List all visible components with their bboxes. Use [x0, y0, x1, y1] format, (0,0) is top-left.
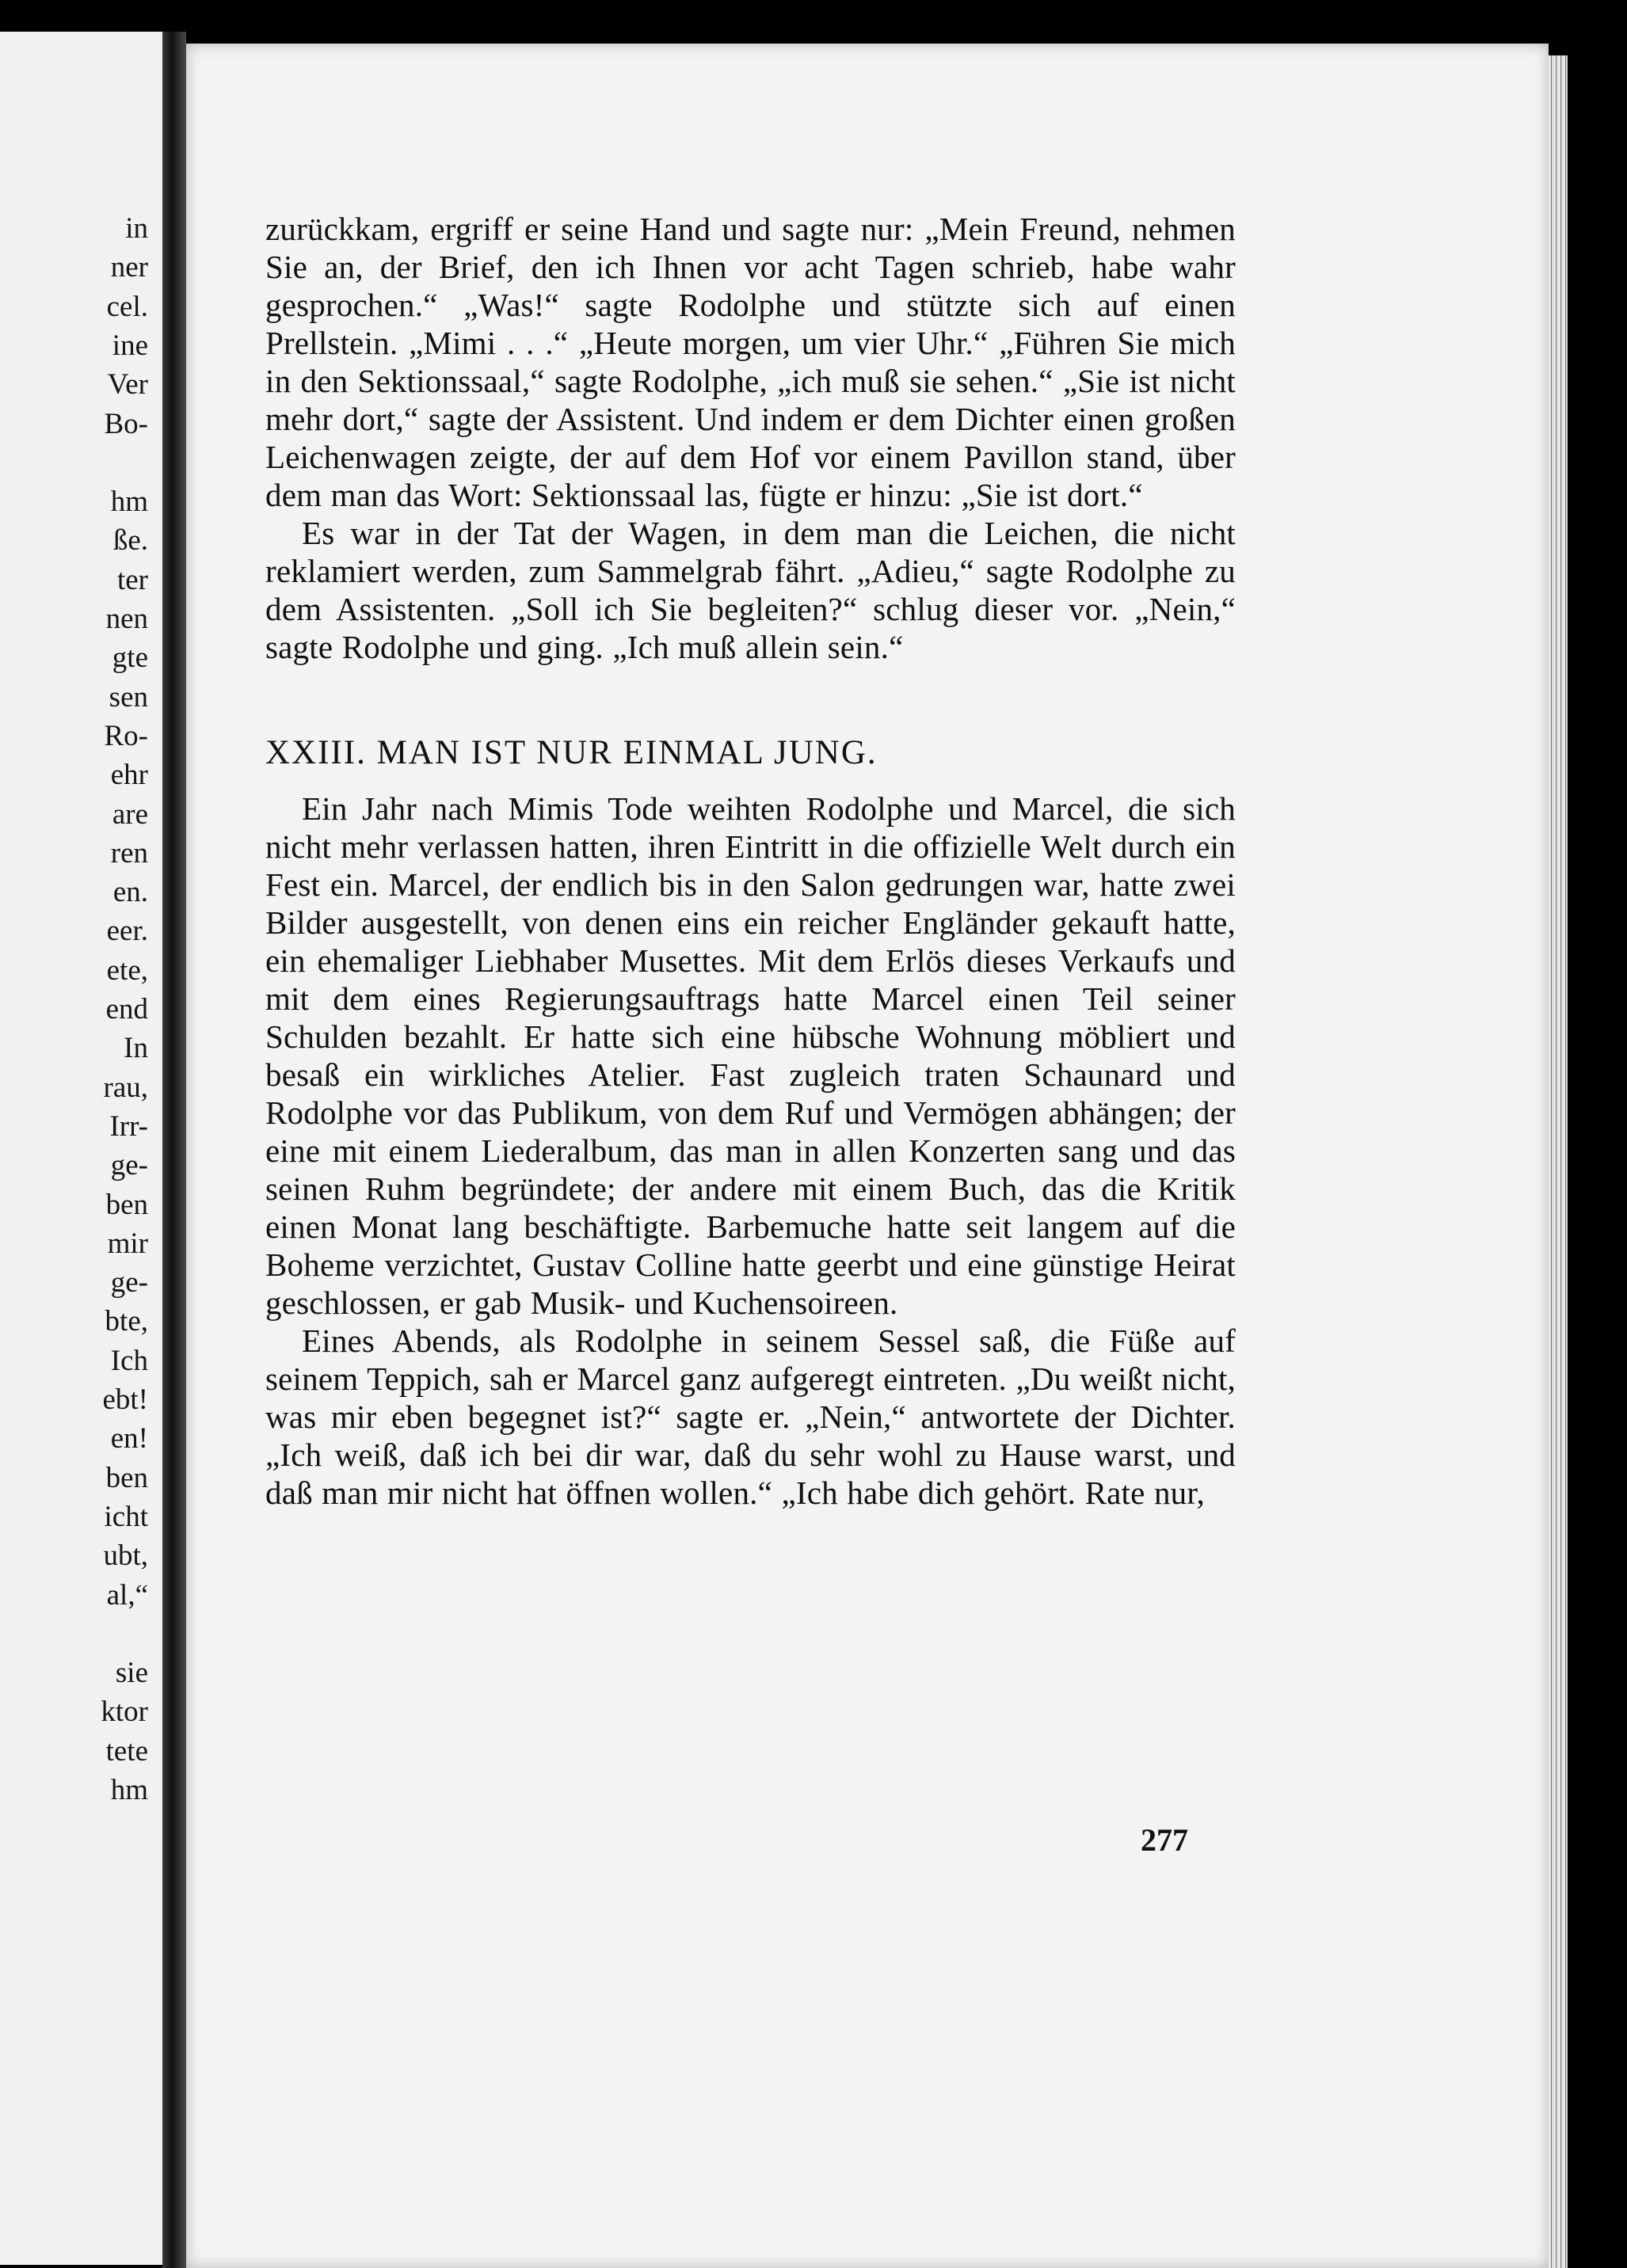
previous-page-line-fragment: in [125, 212, 148, 245]
chapter-heading: XXIII. MAN IST NUR EINMAL JUNG. [265, 734, 878, 771]
previous-page-line-fragment: Bo- [104, 407, 148, 440]
previous-page-line-fragment: rau, [103, 1071, 148, 1104]
previous-page-line-fragment: ter [116, 563, 148, 596]
previous-page-line-fragment: ben [105, 1461, 148, 1494]
previous-page-line-fragment: sen [109, 680, 148, 714]
previous-page-line-fragment: In [124, 1032, 148, 1065]
previous-page-line-fragment: ine [112, 329, 148, 362]
previous-page-line-fragment: nen [105, 603, 148, 635]
previous-page-line-fragment: Ro- [104, 719, 148, 752]
previous-page-line-fragment: ner [110, 251, 148, 284]
previous-page-line-fragment: eer. [106, 915, 148, 948]
previous-page-line-fragment: en! [110, 1422, 148, 1456]
previous-page-line-fragment: ehr [110, 759, 148, 792]
previous-page-fragment [0, 32, 162, 2265]
previous-page-line-fragment: ete, [106, 953, 148, 987]
previous-page-line-fragment: ktor [101, 1695, 148, 1729]
previous-page-line-fragment: ren [110, 836, 148, 870]
previous-page-line-fragment: en. [112, 876, 148, 909]
previous-page-line-fragment: ebt! [102, 1383, 148, 1416]
previous-page-line-fragment: ubt, [103, 1539, 148, 1573]
previous-page-line-fragment: ge- [110, 1266, 148, 1300]
paragraph: Eines Abends, als Rodolphe in seinem Sessel saß, die Füße auf seinem Teppich, sah er Marcel ganz aufgeregt eintreten. „Du weißt nicht, was mir eben begegnet ist?“ sagte er. „Nein,“ antwortete der Dichter. „Ich weiß, daß ich bei dir war, daß du sehr wohl zu Hause warst, und daß man mir nicht hat öffnen wollen.“ „Ich habe dich gehört. Rate nur, [265, 1322, 1236, 1511]
previous-page-line-fragment: cel. [106, 290, 148, 323]
page-text-block [265, 210, 1236, 1512]
previous-page-line-fragment: hm [110, 485, 148, 519]
previous-page-line-fragment: tete [105, 1734, 148, 1768]
paragraph-continued: zurückkam, ergriff er seine Hand und sagte nur: „Mein Freund, nehmen Sie an, der Brief, den ich Ihnen vor acht Tagen schrieb, habe wahr gesprochen.“ „Was!“ sagte Rodolphe und stützte sich auf einen Prellstein. „Mimi . . .“ „Heute morgen, um vier Uhr.“ „Führen Sie mich in den Sektionssaal,“ sagte Rodolphe, „ich muß sie sehen.“ „Sie ist nicht mehr dort,“ sagte der Assistent. Und indem er dem Dichter einen großen Leichenwagen zeigte, der auf dem Hof vor einem Pavillon stand, über dem man das Wort: Sektionssaal las, fügte er hinzu: „Sie ist dort.“ [265, 211, 1236, 513]
previous-page-line-fragment: sie [115, 1657, 148, 1690]
paragraph: Ein Jahr nach Mimis Tode weihten Rodolphe und Marcel, die sich nicht mehr verlassen hatten, ihren Eintritt in die offizielle Welt durch ein Fest ein. Marcel, der endlich bis in den Salon gedrungen war, hatte zwei Bilder ausgestellt, von denen eins ein reicher Engländer gekauft hatte, ein ehemaliger Liebhaber Musettes. Mit dem Erlös dieses Verkaufs und mit dem eines Regierungsauftrags hatte Marcel einen Teil seiner Schulden bezahlt. Er hatte sich eine hübsche Wohnung möbliert und besaß ein wirkliches Atelier. Fast zugleich traten Schaunard und Rodolphe vor das Publikum, von dem Ruf und Vermögen abhängen; der eine mit einem Liederalbum, das man in allen Konzerten sang und das seinen Ruhm begründete; der andere mit einem Buch, das die Kritik einen Monat lang beschäftigte. Barbemuche hatte seit langem auf die Boheme verzichtet, Gustav Colline hatte geerbt und eine günstige Heirat geschlossen, er gab Musik- und Kuchensoireen. [265, 790, 1236, 1321]
previous-page-line-fragment: ße. [112, 524, 148, 557]
previous-page-line-fragment: are [112, 797, 148, 831]
previous-page-line-fragment: Ver [107, 368, 148, 401]
previous-page-line-fragment: end [105, 993, 148, 1026]
previous-page-line-fragment: Ich [110, 1344, 148, 1377]
page-number: 277 [1141, 1822, 1188, 1858]
previous-page-line-fragment: Irr- [109, 1109, 148, 1143]
previous-page-line-fragment: mir [107, 1227, 148, 1260]
book-gutter [162, 32, 186, 2268]
previous-page-line-fragment: al,“ [106, 1578, 148, 1612]
paragraph: Es war in der Tat der Wagen, in dem man die Leichen, die nicht reklamiert werden, zum Sammelgrab fährt. „Adieu,“ sagte Rodolphe zu dem Assistenten. „Soll ich Sie begleiten?“ schlug dieser vor. „Nein,“ sagte Rodolphe und ging. „Ich muß allein sein.“ [265, 515, 1236, 665]
previous-page-line-fragment: ge- [110, 1149, 148, 1182]
previous-page-line-fragment: ben [105, 1188, 148, 1221]
previous-page-line-fragment: icht [104, 1500, 148, 1533]
previous-page-line-fragment: gte [112, 641, 148, 675]
page-edge-stack [1549, 55, 1568, 2268]
previous-page-line-fragment: bte, [105, 1305, 148, 1338]
previous-page-line-fragment: hm [110, 1774, 148, 1806]
